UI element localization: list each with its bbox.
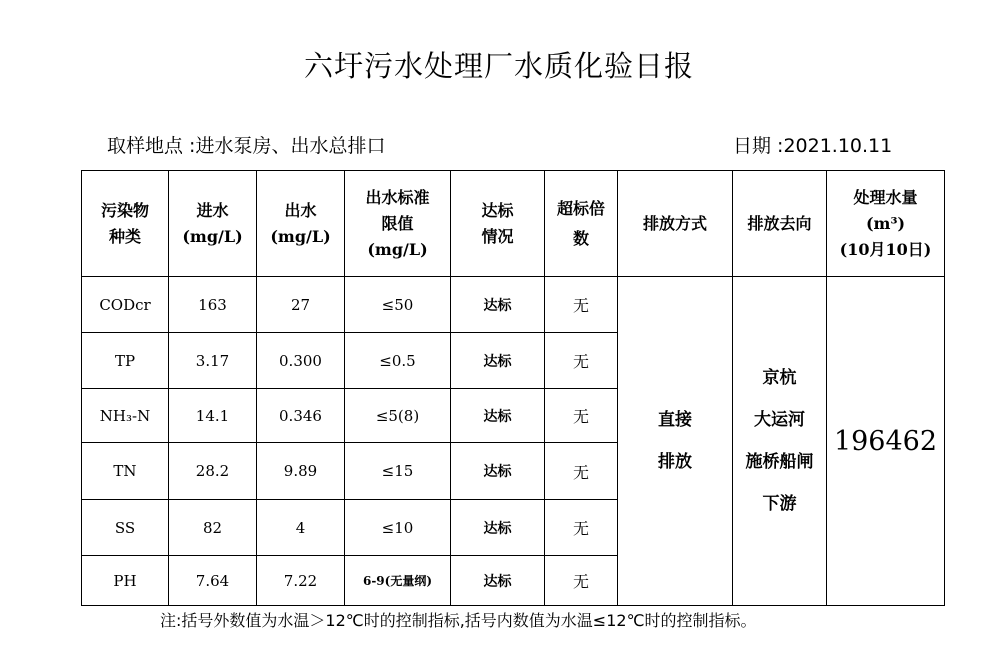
status-value: 达标 xyxy=(451,500,545,556)
report-date: 日期 :2021.10.11 xyxy=(733,135,893,157)
exceed-value: 无 xyxy=(545,277,618,333)
header-pollutant: 污染物 种类 xyxy=(82,171,169,277)
exceed-value: 无 xyxy=(545,500,618,556)
inflow-value: 163 xyxy=(169,277,257,333)
outflow-value: 0.346 xyxy=(257,389,345,443)
status-value: 达标 xyxy=(451,556,545,606)
volume-value: 196462 xyxy=(827,277,945,606)
header-row xyxy=(82,171,945,277)
limit-value: ≤50 xyxy=(345,277,451,333)
limit-value: ≤0.5 xyxy=(345,333,451,389)
pollutant-name: NH₃-N xyxy=(82,389,169,443)
pollutant-name: PH xyxy=(82,556,169,606)
outflow-value: 0.300 xyxy=(257,333,345,389)
pollutant-name: TN xyxy=(82,443,169,500)
status-value: 达标 xyxy=(451,443,545,500)
limit-value: ≤10 xyxy=(345,500,451,556)
header-inflow: 进水 (mg/L) xyxy=(169,171,257,277)
status-value: 达标 xyxy=(451,333,545,389)
header-limit: 出水标准 限值 (mg/L) xyxy=(345,171,451,277)
outflow-value: 27 xyxy=(257,277,345,333)
pollutant-name: TP xyxy=(82,333,169,389)
exceed-value: 无 xyxy=(545,556,618,606)
inflow-value: 28.2 xyxy=(169,443,257,500)
limit-value: 6-9(无量纲) xyxy=(345,556,451,606)
footnote: 注:括号外数值为水温＞12℃时的控制指标,括号内数值为水温≤12℃时的控制指标。 xyxy=(160,611,757,630)
discharge-dest-cell: 京杭 大运河 施桥船闸 下游 xyxy=(733,277,827,606)
header-exceed: 超标倍 数 xyxy=(545,171,618,277)
pollutant-name: CODcr xyxy=(82,277,169,333)
outflow-value: 7.22 xyxy=(257,556,345,606)
limit-value: ≤5(8) xyxy=(345,389,451,443)
outflow-value: 9.89 xyxy=(257,443,345,500)
header-volume: 处理水量 (m³) (10月10日) xyxy=(827,171,945,277)
exceed-value: 无 xyxy=(545,389,618,443)
discharge-mode-cell: 直接 排放 xyxy=(618,277,733,606)
inflow-value: 82 xyxy=(169,500,257,556)
report-title: 六圩污水处理厂水质化验日报 xyxy=(303,49,694,83)
outflow-value: 4 xyxy=(257,500,345,556)
sampling-location: 取样地点 :进水泵房、出水总排口 xyxy=(107,135,386,157)
exceed-value: 无 xyxy=(545,443,618,500)
inflow-value: 14.1 xyxy=(169,389,257,443)
table-row xyxy=(82,277,945,333)
exceed-value: 无 xyxy=(545,333,618,389)
inflow-value: 3.17 xyxy=(169,333,257,389)
status-value: 达标 xyxy=(451,277,545,333)
pollutant-name: SS xyxy=(82,500,169,556)
header-status: 达标 情况 xyxy=(451,171,545,277)
header-discharge-mode: 排放方式 xyxy=(618,171,733,277)
header-outflow: 出水 (mg/L) xyxy=(257,171,345,277)
status-value: 达标 xyxy=(451,389,545,443)
header-discharge-dest: 排放去向 xyxy=(733,171,827,277)
inflow-value: 7.64 xyxy=(169,556,257,606)
water-quality-table xyxy=(81,170,945,606)
limit-value: ≤15 xyxy=(345,443,451,500)
